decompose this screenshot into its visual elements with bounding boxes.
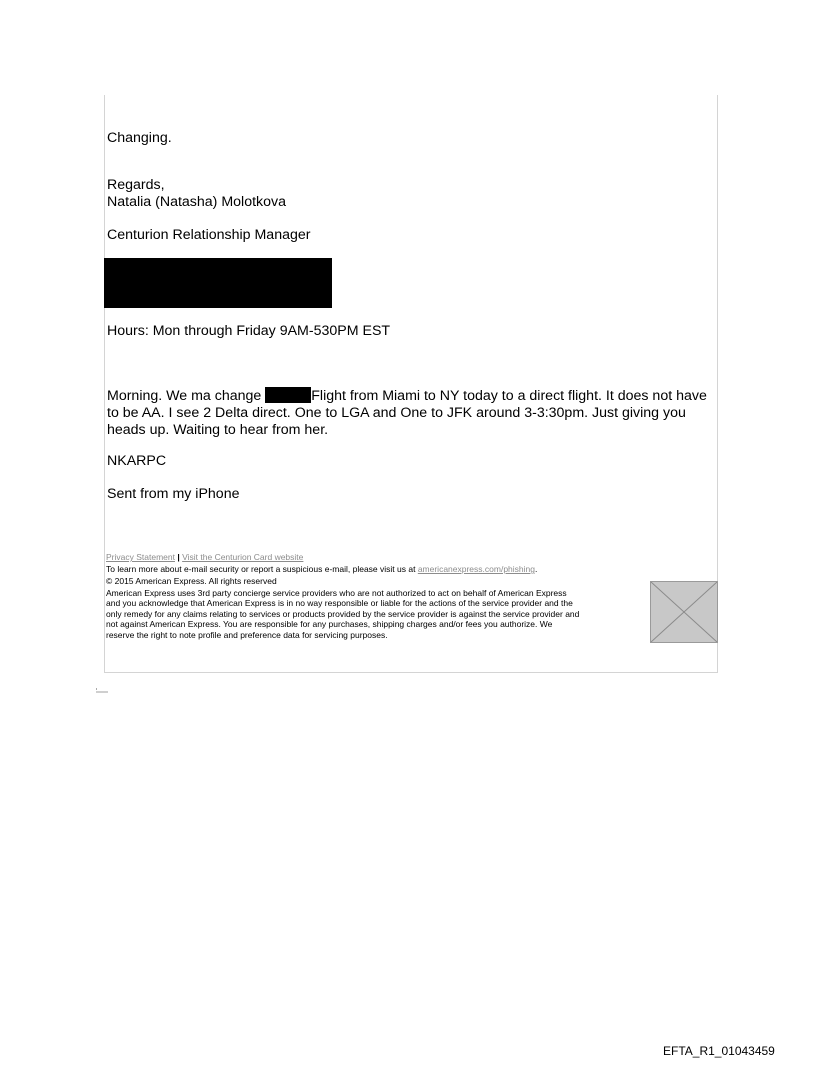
- signoff-text: NKARPC: [107, 453, 167, 469]
- copyright-text: © 2015 American Express. All rights reserved: [106, 576, 277, 586]
- email-body-frame: [104, 95, 718, 673]
- redaction-block: [104, 258, 332, 308]
- disclaimer-line: not against American Express. You are responsible for any purchases, shipping charges and/or fees you authorize. We: [106, 619, 553, 630]
- disclaimer-line: reserve the right to note profile and preference data for servicing purposes.: [106, 629, 388, 640]
- privacy-statement-link[interactable]: Privacy Statement: [106, 552, 175, 562]
- disclaimer-line: and you acknowledge that American Express is in no way responsible or liable for the actions of the service provider and the: [106, 598, 573, 609]
- message-part-2: Flight from Miami to NY today to a direct flight. It does not have to be AA. I see 2 Delta direct. One to LGA and One to JFK around 3-3:30pm. Just giving you heads up. Waiting to hear from her.: [107, 388, 707, 438]
- disclaimer: [106, 588, 651, 640]
- sent-from-text: Sent from my iPhone: [107, 486, 240, 502]
- changing-text: Changing.: [107, 130, 172, 146]
- stray-mark-icon: [95, 688, 109, 694]
- disclaimer-line: American Express uses 3rd party concierge service providers who are not authorized to act on behalf of American Express: [106, 588, 567, 598]
- phishing-link[interactable]: americanexpress.com/phishing: [417, 564, 535, 574]
- link-separator: |: [177, 552, 180, 562]
- sender-name: Natalia (Natasha) Molotkova: [107, 194, 286, 210]
- message-part-1: Morning. We ma change: [107, 388, 262, 404]
- security-text: To learn more about e-mail security or report a suspicious e-mail, please visit us at: [106, 564, 416, 574]
- inline-redaction: [265, 387, 311, 403]
- sender-title: Centurion Relationship Manager: [107, 227, 311, 243]
- centurion-website-link[interactable]: Visit the Centurion Card website: [182, 552, 304, 562]
- disclaimer-line: only remedy for any claims relating to services or products provided by the service provider is against the service provider and: [106, 608, 580, 619]
- hours-text: Hours: Mon through Friday 9AM-530PM EST: [107, 323, 391, 339]
- security-notice: [106, 564, 537, 574]
- security-end: .: [534, 564, 538, 574]
- footer-links: [106, 552, 303, 562]
- message-paragraph: [107, 387, 719, 439]
- bates-number: EFTA_R1_01043459: [663, 1044, 775, 1058]
- broken-image-icon: [650, 581, 718, 643]
- regards-text: Regards,: [107, 177, 165, 193]
